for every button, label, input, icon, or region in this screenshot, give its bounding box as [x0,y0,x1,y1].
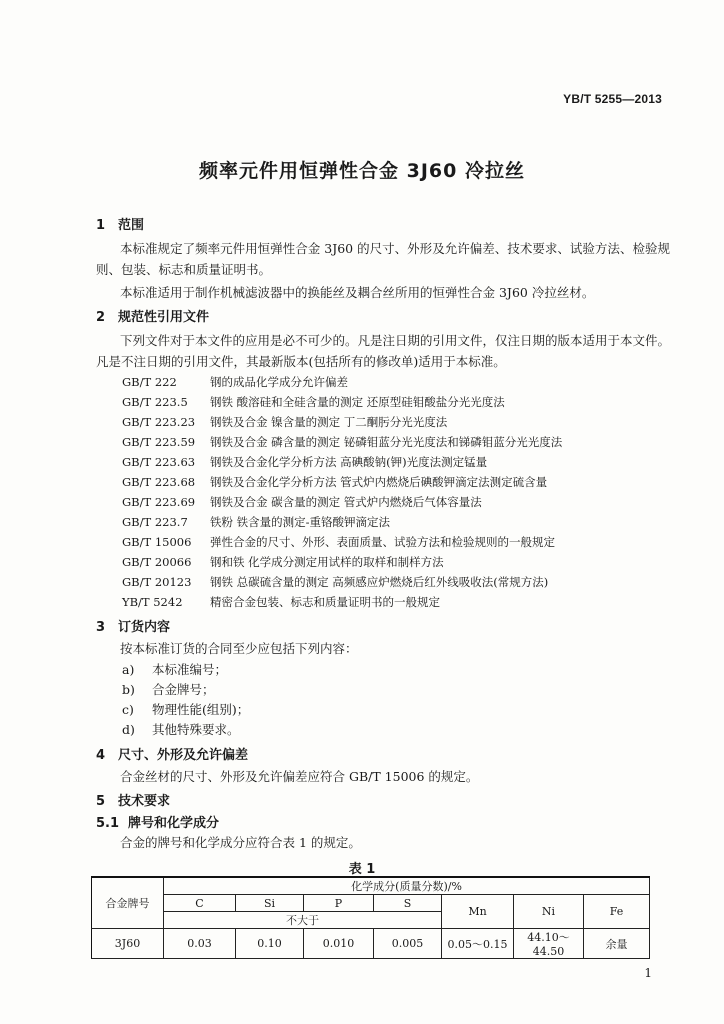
cell-value: 0.05～0.15 [442,929,514,959]
reference-item: GB/T 20066 钢和铁 化学成分测定用试样的取样和制样方法 [122,555,444,569]
cell-grade: 3J60 [92,929,164,959]
reference-item: GB/T 223.59 钢铁及合金 磷含量的测定 铋磷钼蓝分光光度法和锑磷钼蓝分光光度法 [122,435,563,449]
reference-item: GB/T 223.68 钢铁及合金化学分析方法 管式炉内燃烧后碘酸钾滴定法测定硫含量 [122,475,548,489]
reference-item: GB/T 223.63 钢铁及合金化学分析方法 高碘酸钠(钾)光度法测定锰量 [122,455,488,469]
header-element: C [164,895,236,912]
cell-value: 44.10～44.50 [514,929,584,959]
standard-code: YB/T 5255—2013 [563,92,662,106]
header-element: S [374,895,442,912]
header-grade: 合金牌号 [92,877,164,929]
section-3-paragraph-1: 按本标准订货的合同至少应包括下列内容： [120,641,358,656]
order-item: c) 物理性能(组别)； [122,702,250,717]
section-3-heading: 3 订货内容 [96,620,171,635]
cell-value: 0.10 [236,929,304,959]
reference-item: GB/T 20123 钢铁 总碳硫含量的测定 高频感应炉燃烧后红外线吸收法(常规方法) [122,575,549,589]
section-5-heading: 5 技术要求 [96,794,171,809]
composition-table [91,876,650,959]
header-element: Fe [584,895,650,929]
header-composition: 化学成分(质量分数)/% [164,877,650,895]
header-element: P [304,895,374,912]
order-item: d) 其他特殊要求。 [122,722,240,737]
reference-item: GB/T 223.69 钢铁及合金 碳含量的测定 管式炉内燃烧后气体容量法 [122,495,482,509]
header-not-greater: 不大于 [164,912,442,929]
reference-item: GB/T 222 钢的成品化学成分允许偏差 [122,375,348,389]
cell-value: 0.005 [374,929,442,959]
cell-value: 0.010 [304,929,374,959]
section-4-heading: 4 尺寸、外形及允许偏差 [96,748,249,763]
header-element: Mn [442,895,514,929]
reference-item: GB/T 223.7 铁粉 铁含量的测定-重铬酸钾滴定法 [122,515,391,529]
cell-value: 0.03 [164,929,236,959]
section-1-paragraph-1: 本标准规定了频率元件用恒弹性合金 3J60 的尺寸、外形及允许偏差、技术要求、试验方法、检验规则、包装、标志和质量证明书。 [96,241,670,277]
cell-value: 余量 [584,929,650,959]
table-row [92,929,650,959]
document-title: 频率元件用恒弹性合金 3J60 冷拉丝 [199,160,525,182]
section-5-paragraph-1: 合金的牌号和化学成分应符合表 1 的规定。 [120,835,361,850]
order-item: a) 本标准编号； [122,662,228,677]
section-2-heading: 2 规范性引用文件 [96,310,210,325]
order-item: b) 合金牌号； [122,682,215,697]
table-caption: 表 1 [348,862,376,877]
section-4-paragraph-1: 合金丝材的尺寸、外形及允许偏差应符合 GB/T 15006 的规定。 [120,769,479,784]
header-element: Ni [514,895,584,929]
section-5-1-heading: 5.1 牌号和化学成分 [96,816,220,831]
section-1-paragraph-2: 本标准适用于制作机械滤波器中的换能丝及耦合丝所用的恒弹性合金 3J60 冷拉丝材。 [120,285,595,300]
header-element: Si [236,895,304,912]
section-2-paragraph-1: 下列文件对于本文件的应用是必不可少的。凡是注日期的引用文件，仅注日期的版本适用于本文件。凡是不注日期的引用文件，其最新版本(包括所有的修改单)适用于本标准。 [96,333,671,369]
page-number: 1 [644,966,652,980]
reference-item: GB/T 223.5 钢铁 酸溶硅和全硅含量的测定 还原型硅钼酸盐分光光度法 [122,395,505,409]
reference-item: YB/T 5242 精密合金包装、标志和质量证明书的一般规定 [122,595,440,609]
section-1-heading: 1 范围 [96,218,145,233]
reference-item: GB/T 223.23 钢铁及合金 镍含量的测定 丁二酮肟分光光度法 [122,415,448,429]
reference-item: GB/T 15006 弹性合金的尺寸、外形、表面质量、试验方法和检验规则的一般规定 [122,535,555,549]
